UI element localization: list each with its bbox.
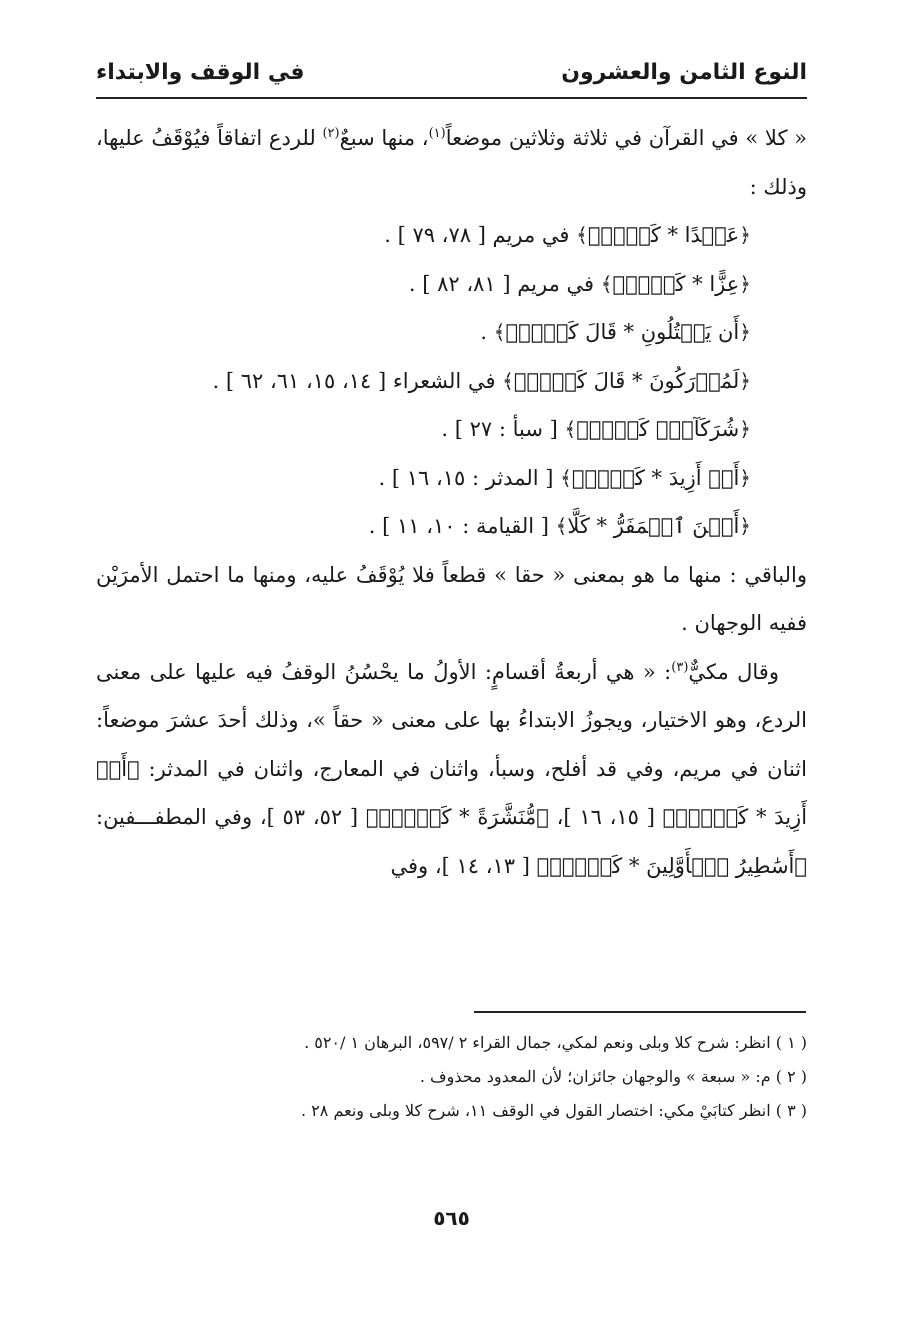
intro-text-1: « كلا » في القرآن في ثلاثة وثلاثين موضعاً [445,126,807,150]
footnote-3: ( ٣ ) انظر كتابَيْ مكي: اختصار القول في الوقف ١١، شرح كلا وبلى ونعم ٢٨ . [301,1101,807,1120]
verse-line [96,260,807,309]
makki-text-3: [ ١٥، ١٦ ]، [548,805,663,829]
verse-text: أَنۡ أَزِيدَ * كَلَّآۖ [571,465,740,490]
ornate-bracket-close: ﴾ [600,271,613,296]
verse-text: عَهۡدًا * كَلَّاۚ [587,223,740,247]
makki-verse-2: ﴿مُّنَشَّرَةً * كَلَّاۖ﴾ [365,805,549,829]
ornate-bracket-open: ﴿ [739,514,751,538]
verse-reference: [ القيامة : ١٠، ١١ ] . [368,514,556,538]
ornate-bracket-open: ﴿ [739,223,751,247]
verse-line [96,454,807,503]
ornate-bracket-open: ﴿ [739,368,751,393]
verse-reference: [ المدثر : ١٥، ١٦ ] . [378,465,561,490]
makki-text-4: [ ٥٢، ٥٣ ]، وفي المطفـــفين: [96,805,366,829]
verse-text: شُرَكَآءَۖ كَلَّاۚ [576,417,740,441]
verse-reference: [ سبأ : ٢٧ ] . [441,417,565,441]
ornate-bracket-open: ﴿ [739,271,751,296]
verse-text: عِزًّا * كَلَّاۚ [612,271,740,296]
ornate-bracket-close: ﴾ [493,320,506,344]
verse-line [96,502,807,551]
ornate-bracket-close: ﴾ [502,368,514,393]
makki-text-5: [ ١٣، ١٤ ]، وفي [390,853,537,878]
verse-text: أَن يَقۡتُلُونِ * قَالَ كَلَّاۖ [505,320,740,344]
footnote-2: ( ٢ ) م: « سبعة » والوجهان جائزان؛ لأن المعدود محذوف . [419,1067,807,1086]
makki-text-1: وقال مكيٌّ [688,659,779,684]
ornate-bracket-close: ﴾ [555,514,568,538]
footnotes [96,1026,807,1128]
footnote-1: ( ١ ) انظر: شرح كلا وبلى ونعم لمكي، جمال القراء ٢ /٥٩٧، البرهان ١ /٥٢٠ . [304,1033,807,1052]
verse-line [96,308,807,357]
page-number: ٥٦٥ [433,1206,470,1230]
footnote-ref-2: (٢) [322,126,340,141]
intro-text-3: للردع اتفاقاً فيُوْقَفُ عليها، وذلك : [96,126,807,199]
makki-paragraph [96,648,807,891]
ornate-bracket-open: ﴿ [739,320,751,344]
chapter-title: النوع الثامن والعشرون [561,59,807,85]
makki-text-2: : « هي أربعةُ أقسامٍ: الأولُ ما يحْسُنُ الوقفُ فيه عليها على معنى الردع، وهو الاختيار، ويجوزُ الابتداءُ بها على معنى « حقاً »، وذلك أحدَ عشرَ موضعاً: اثنان في مريم، وفي قد أفلح، وسبأ، واثنان في المعارج، واثنان في المدثر: [96,659,807,781]
footnote-divider [474,1011,806,1013]
main-text [96,114,807,890]
ornate-bracket-close: ﴾ [576,223,588,247]
makki-verse-3: ﴿أَسَٰطِيرُ ٱلۡأَوَّلِينَ * كَلَّاۖ﴾ [536,853,807,878]
verse-reference: في مريم [ ٧٨، ٧٩ ] . [384,223,577,247]
verse-text: أَيۡنَ ٱلۡمَفَرُّ * كَلَّا [567,514,740,538]
footnote-ref-1: (١) [428,126,446,141]
ornate-bracket-close: ﴾ [560,465,572,490]
ornate-bracket-open: ﴿ [739,417,751,441]
verse-reference: في الشعراء [ ١٤، ١٥، ٦١، ٦٢ ] . [212,368,503,393]
remainder-paragraph: والباقي : منها ما هو بمعنى « حقا » قطعاً فلا يُوْقَفُ عليه، ومنها ما احتمل الأمرَيْن ففيه الوجهان . [96,562,807,635]
header-divider [96,97,807,99]
ornate-bracket-open: ﴿ [739,465,751,490]
verse-reference: . [480,320,494,344]
verse-text: لَمُدۡرَكُونَ * قَالَ كَلَّآۖ [513,368,740,393]
running-header [96,52,807,92]
intro-paragraph [96,114,807,211]
footnote-ref-3: (٣) [671,659,689,675]
intro-text-2: ، منها سبعٌ [339,126,429,150]
makki-verse-1: ﴿أَنۡ أَزِيدَ * كَلَّآۖ﴾ [96,756,808,829]
verse-line [96,211,807,260]
verse-line [96,405,807,454]
verse-reference: في مريم [ ٨١، ٨٢ ] . [408,271,601,296]
ornate-bracket-close: ﴾ [564,417,577,441]
section-title: في الوقف والابتداء [96,59,305,85]
verse-line [96,357,807,406]
